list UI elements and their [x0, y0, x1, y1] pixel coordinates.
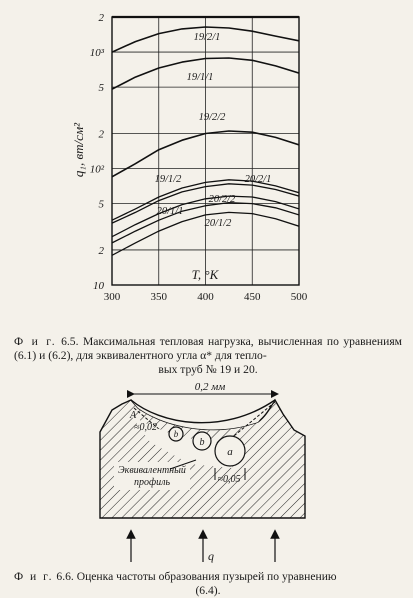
y-tick-label: 10	[93, 280, 104, 292]
caption-fig-number: 6.5.	[61, 335, 79, 348]
x-tick-label: 350	[150, 291, 167, 303]
label-equivalent: Эквивалентный	[118, 465, 186, 476]
label-q: q	[208, 549, 214, 563]
y-tick-label: 2	[98, 128, 104, 141]
label-002: ≈0,02	[134, 422, 157, 433]
caption-line-2: уравнениям (6.1) и (6.2), для эквивалентного угла α* для тепло-	[14, 335, 402, 362]
y-tick-label: 10²	[89, 163, 104, 176]
x-tick-labels	[104, 291, 308, 303]
caption2-line-1: Оценка частоты образования пузырей по уравнению	[73, 570, 337, 583]
x-tick-label: 300	[103, 291, 121, 303]
curve-label: 20/2/2	[208, 194, 236, 205]
diagram-6-6	[0, 372, 413, 572]
label-a: a	[227, 446, 233, 458]
label-b: b	[199, 437, 205, 448]
curve-label: 20/1/2	[204, 218, 232, 229]
x-tick-label: 450	[244, 291, 261, 303]
curve-label: 20/1/1	[156, 206, 184, 217]
curve-labels	[155, 32, 272, 229]
y-tick-label: 5	[98, 198, 104, 211]
y-tick-label: 10³	[89, 47, 104, 60]
curve-label: 19/2/1	[193, 32, 221, 43]
curve-label: 19/1/1	[186, 72, 214, 83]
x-tick-label: 400	[197, 291, 214, 303]
caption2-fig-number: 6.6.	[56, 570, 74, 583]
y-tick-label: 5	[98, 82, 104, 95]
label-005: ≈0,05	[217, 474, 241, 485]
y-tick-label: 2	[98, 244, 104, 257]
label-profile: профиль	[133, 477, 171, 488]
y-tick-labels	[90, 12, 105, 292]
chart-grid	[112, 17, 299, 285]
y-tick-label: 2	[98, 12, 104, 24]
figure-6-5-caption	[14, 335, 402, 377]
curve-label: 19/2/2	[198, 112, 226, 123]
y-axis-label: q₁, вт/см²	[71, 122, 86, 178]
caption-fig-word: Ф и г.	[14, 335, 57, 348]
label-A: A	[130, 410, 137, 421]
figure-6-6-caption	[14, 570, 402, 598]
width-label: 0,2 мм	[194, 381, 226, 393]
label-b-small: b	[173, 429, 179, 439]
caption-line-1: Максимальная тепловая нагрузка, вычисленная по	[78, 335, 339, 348]
caption2-fig-word: Ф и г.	[14, 570, 54, 583]
curve-label: 20/2/1	[244, 174, 272, 185]
caption2-line-2: (6.4).	[195, 584, 221, 597]
x-tick-label: 500	[290, 291, 308, 303]
caption-line-3: вых труб № 19 и 20.	[158, 363, 258, 376]
curve-label: 19/1/2	[154, 174, 182, 185]
x-axis-label: T, °K	[191, 267, 219, 282]
